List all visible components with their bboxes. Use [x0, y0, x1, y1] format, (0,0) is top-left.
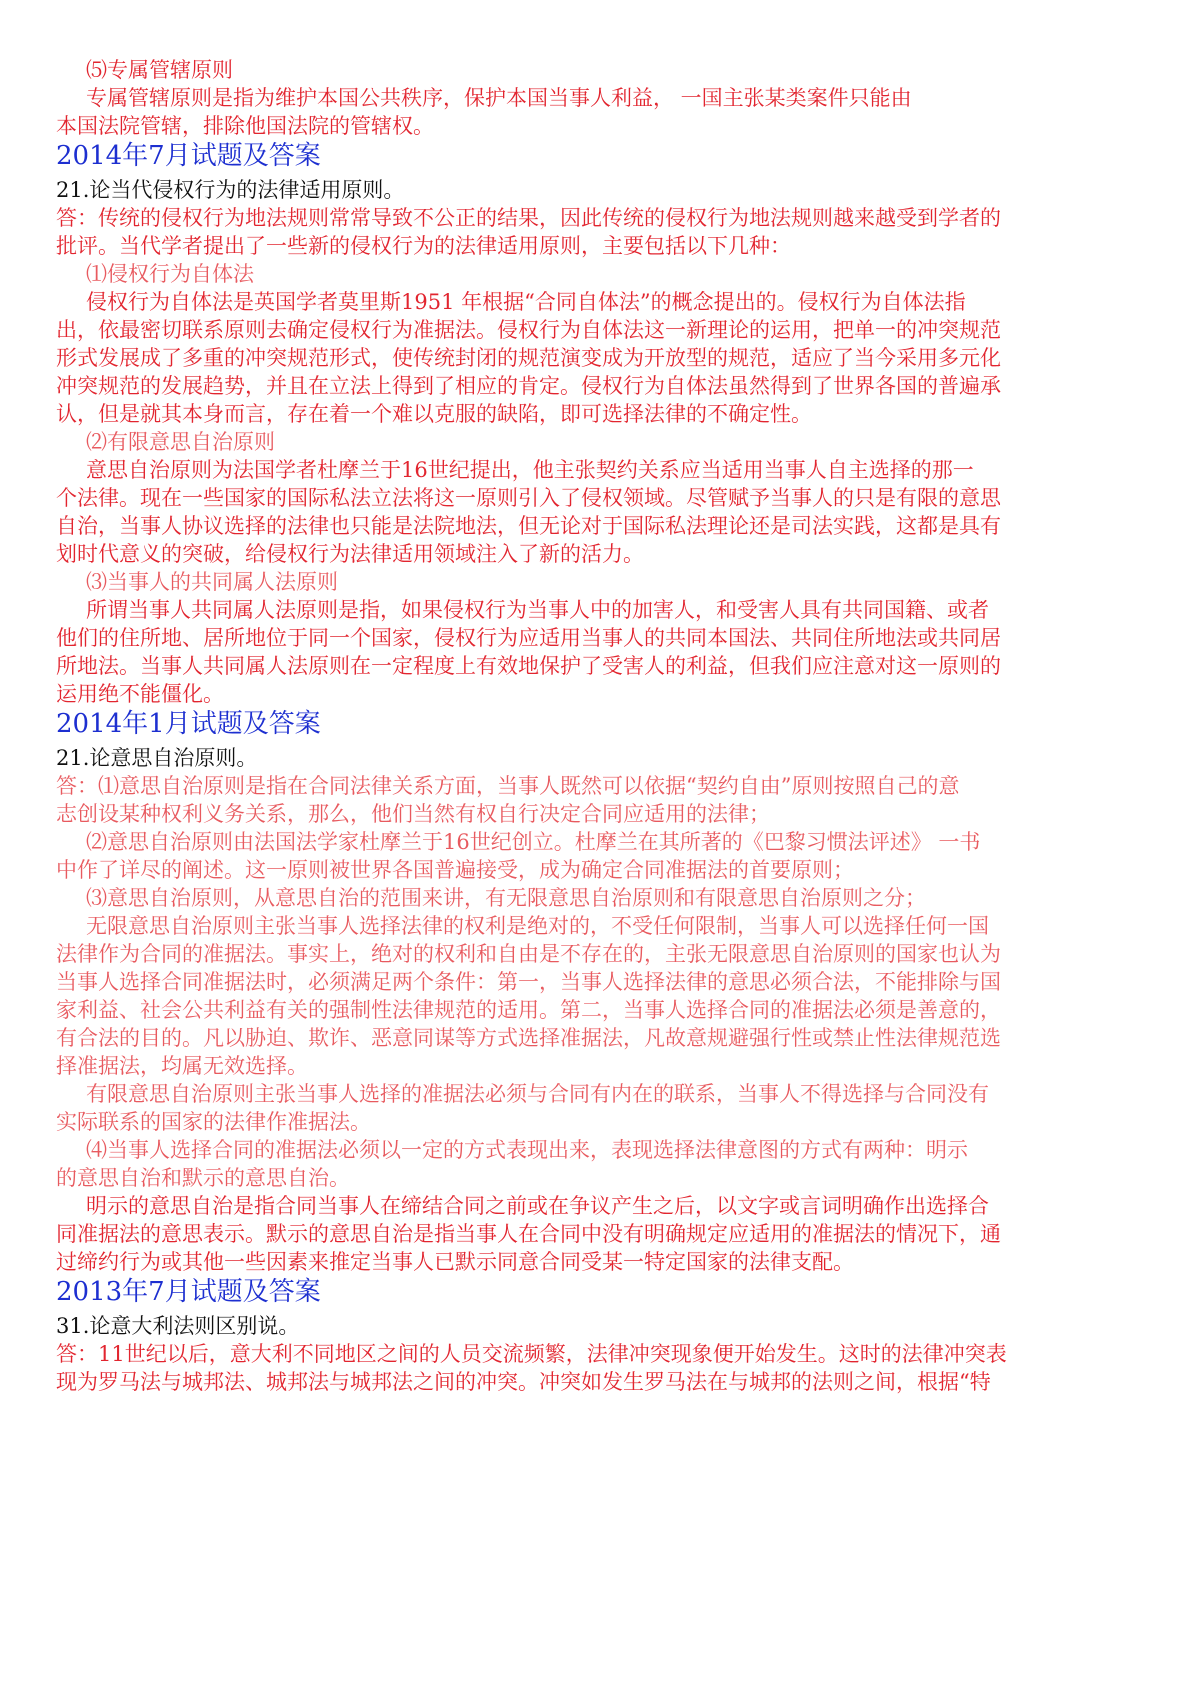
section-heading-2014-07: 2014年7月试题及答案 [56, 141, 321, 171]
paragraph-line: 明示的意思自治是指合同当事人在缔结合同之前或在争议产生之后，以文字或言词明确作出选择合 [86, 1194, 989, 1218]
paragraph-line: 的意思自治和默示的意思自治。 [56, 1166, 350, 1190]
paragraph-line: 择准据法，均属无效选择。 [56, 1054, 308, 1078]
paragraph-line: 意思自治原则为法国学者杜摩兰于16世纪提出，他主张契约关系应当适用当事人自主选择的那一 [86, 458, 974, 482]
paragraph-line: 中作了详尽的阐述。这一原则被世界各国普遍接受，成为确定合同准据法的首要原则； [56, 858, 854, 882]
answer-line: 批评。当代学者提出了一些新的侵权行为的法律适用原则，主要包括以下几种： [56, 234, 791, 258]
answer-line: 志创设某种权利义务关系，那么，他们当然有权自行决定合同应适用的法律； [56, 802, 770, 826]
paragraph-line: 认，但是就其本身而言，存在着一个难以克服的缺陷，即可选择法律的不确定性。 [56, 402, 812, 426]
answer-point-4: ⑷当事人选择合同的准据法必须以一定的方式表现出来，表现选择法律意图的方式有两种：明示 [86, 1138, 968, 1162]
paragraph-line: 侵权行为自体法是英国学者莫里斯1951 年根据“合同自体法”的概念提出的。侵权行为自体法指 [86, 290, 966, 314]
paragraph-line: 同准据法的意思表示。默示的意思自治是指当事人在合同中没有明确规定应适用的准据法的情况下，通 [56, 1222, 1001, 1246]
answer-point-3: ⑶意思自治原则，从意思自治的范围来讲，有无限意思自治原则和有限意思自治原则之分； [86, 886, 926, 910]
question-21-autonomy: 21.论意思自治原则。 [56, 746, 258, 770]
paragraph-line: 法律作为合同的准据法。事实上，绝对的权利和自由是不存在的，主张无限意思自治原则的国家也认为 [56, 942, 1001, 966]
subheading-exclusive-jurisdiction: ⑸专属管辖原则 [86, 58, 233, 82]
answer-line: 答：11世纪以后，意大利不同地区之间的人员交流频繁，法律冲突现象便开始发生。这时的法律冲突表 [56, 1342, 1007, 1366]
paragraph-line: 有限意思自治原则主张当事人选择的准据法必须与合同有内在的联系，当事人不得选择与合同没有 [86, 1082, 989, 1106]
paragraph-line: 本国法院管辖，排除他国法院的管辖权。 [56, 114, 434, 138]
paragraph-line: 冲突规范的发展趋势，并且在立法上得到了相应的肯定。侵权行为自体法虽然得到了世界各国的普遍承 [56, 374, 1001, 398]
subheading-common-personal-law: ⑶当事人的共同属人法原则 [86, 570, 338, 594]
paragraph-line: 所谓当事人共同属人法原则是指，如果侵权行为当事人中的加害人，和受害人具有共同国籍、或者 [86, 598, 989, 622]
paragraph-line: 个法律。现在一些国家的国际私法立法将这一原则引入了侵权领域。尽管赋予当事人的只是有限的意思 [56, 486, 1001, 510]
answer-point-2: ⑵意思自治原则由法国法学家杜摩兰于16世纪创立。杜摩兰在其所著的《巴黎习惯法评述》 一书 [86, 830, 981, 854]
paragraph-line: 实际联系的国家的法律作准据法。 [56, 1110, 371, 1134]
paragraph-line: 过缔约行为或其他一些因素来推定当事人已默示同意合同受某一特定国家的法律支配。 [56, 1250, 854, 1274]
subheading-proper-law-of-tort: ⑴侵权行为自体法 [86, 262, 254, 286]
question-21-tort: 21.论当代侵权行为的法律适用原则。 [56, 178, 405, 202]
paragraph-line: 形式发展成了多重的冲突规范形式，使传统封闭的规范演变成为开放型的规范，适应了当今采用多元化 [56, 346, 1001, 370]
paragraph-line: 有合法的目的。凡以胁迫、欺诈、恶意同谋等方式选择准据法，凡故意规避强行性或禁止性法律规范选 [56, 1026, 1001, 1050]
paragraph-line: 无限意思自治原则主张当事人选择法律的权利是绝对的，不受任何限制，当事人可以选择任何一国 [86, 914, 989, 938]
answer-line: 现为罗马法与城邦法、城邦法与城邦法之间的冲突。冲突如发生罗马法在与城邦的法则之间，根据“特 [56, 1370, 991, 1394]
paragraph-line: 他们的住所地、居所地位于同一个国家，侵权行为应适用当事人的共同本国法、共同住所地法或共同居 [56, 626, 1001, 650]
paragraph-line: 专属管辖原则是指为维护本国公共秩序，保护本国当事人利益， 一国主张某类案件只能由 [86, 86, 912, 110]
section-heading-2013-07: 2013年7月试题及答案 [56, 1277, 321, 1307]
paragraph-line: 划时代意义的突破，给侵权行为法律适用领域注入了新的活力。 [56, 542, 644, 566]
question-31-statutes: 31.论意大利法则区别说。 [56, 1314, 300, 1338]
paragraph-line: 所地法。当事人共同属人法原则在一定程度上有效地保护了受害人的利益，但我们应注意对这一原则的 [56, 654, 1001, 678]
paragraph-line: 自治，当事人协议选择的法律也只能是法院地法，但无论对于国际私法理论还是司法实践，这都是具有 [56, 514, 1001, 538]
paragraph-line: 当事人选择合同准据法时，必须满足两个条件：第一，当事人选择法律的意思必须合法，不能排除与国 [56, 970, 1001, 994]
answer-line: 答：传统的侵权行为地法规则常常导致不公正的结果，因此传统的侵权行为地法规则越来越受到学者的 [56, 206, 1001, 230]
subheading-limited-autonomy: ⑵有限意思自治原则 [86, 430, 275, 454]
paragraph-line: 运用绝不能僵化。 [56, 682, 224, 706]
section-heading-2014-01: 2014年1月试题及答案 [56, 709, 321, 739]
paragraph-line: 家利益、社会公共利益有关的强制性法律规范的适用。第二，当事人选择合同的准据法必须是善意的， [56, 998, 1001, 1022]
answer-line: 答：⑴意思自治原则是指在合同法律关系方面，当事人既然可以依据“契约自由”原则按照自己的意 [56, 774, 960, 798]
paragraph-line: 出，依最密切联系原则去确定侵权行为准据法。侵权行为自体法这一新理论的运用，把单一的冲突规范 [56, 318, 1001, 342]
